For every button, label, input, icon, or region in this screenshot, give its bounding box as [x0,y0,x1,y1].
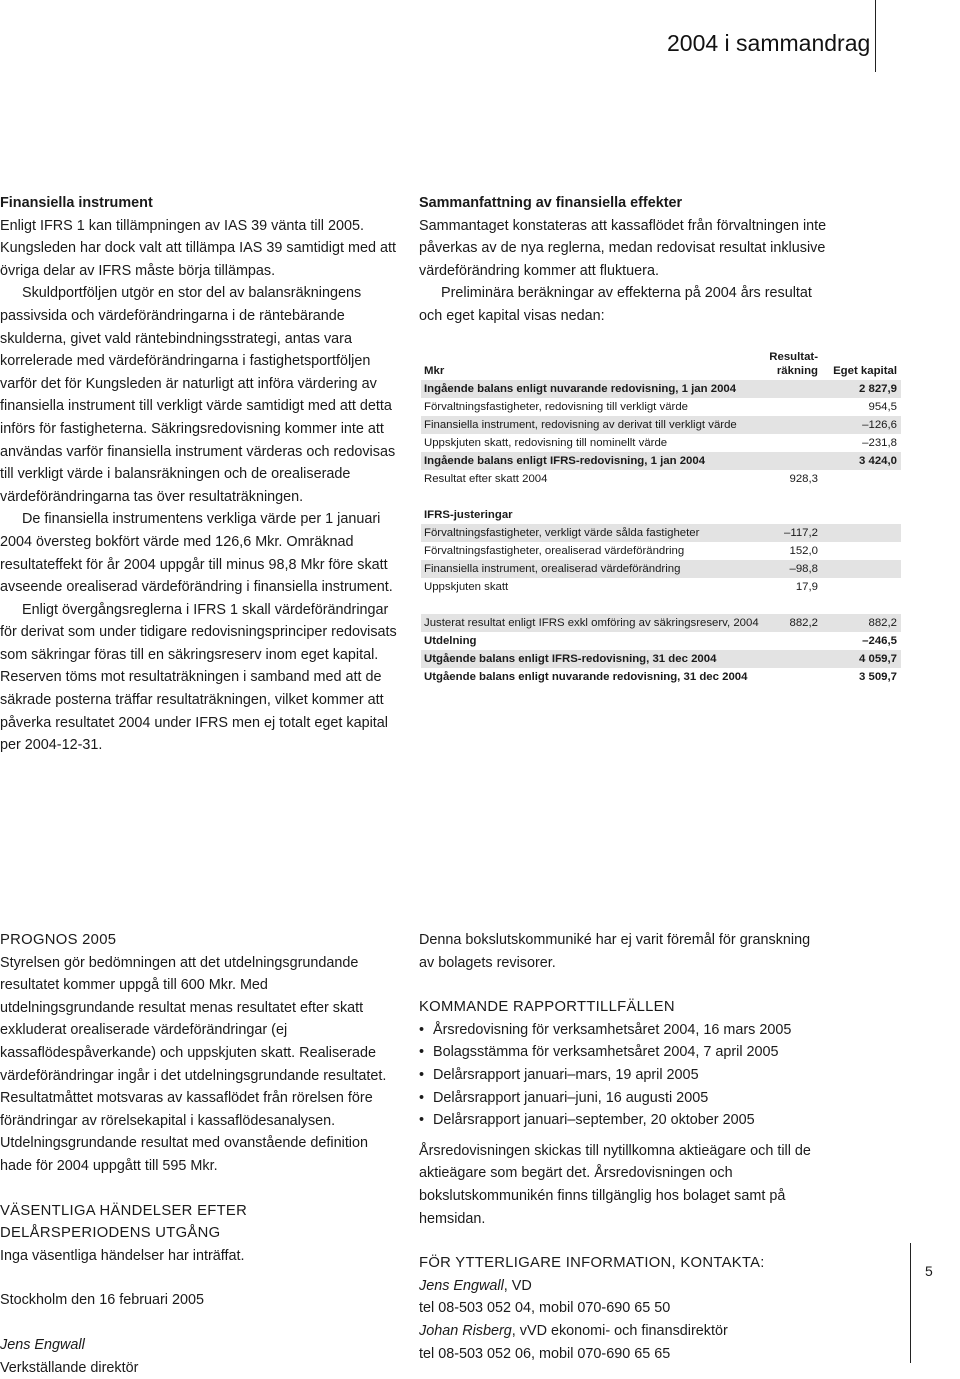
report-dates-list [419,1019,819,1132]
table-row: Utgående balans enligt nuvarande redovisning, 31 dec 2004 3 509,7 [421,668,901,686]
table-row: Finansiella instrument, orealiserad värdeförändring –98,8 [421,560,901,578]
paragraph: Denna bokslutskommuniké har ej varit föremål för granskning av bolagets revisorer. [419,929,819,974]
section-heading: KOMMANDE RAPPORTTILLFÄLLEN [419,996,819,1019]
info-section [419,929,819,1365]
page-title: 2004 i sammandrag [667,30,870,57]
table-row: Resultat efter skatt 2004 928,3 [421,470,901,488]
section-heading: FÖR YTTERLIGARE INFORMATION, KONTAKTA: [419,1252,819,1275]
bottom-right-rule [910,1243,911,1363]
list-item: • Årsredovisning för verksamhetsåret 2004, 16 mars 2005 [419,1019,819,1042]
table-row: Utdelning –246,5 [421,632,901,650]
section-heading: Sammanfattning av finansiella effekter [419,192,839,215]
table-row: Ingående balans enligt IFRS-redovisning, 1 jan 2004 3 424,0 [421,452,901,470]
financial-effects-summary [419,192,839,328]
table-spacer [421,596,901,614]
paragraph: Årsredovisningen skickas till nytillkomna aktieägare och till de aktieägare som begärt det. Årsredovisningen och bokslutskommunikén finns tillgänglig hos bolaget samt på hemsidan. [419,1140,819,1230]
effects-table [421,348,901,686]
table-row: Förvaltningsfastigheter, redovisning till verkligt värde 954,5 [421,398,901,416]
paragraph: Skuldportföljen utgör en stor del av balansräkningens passivsida och värdeförändringarna i de räntebärande skulderna, givet vald räntebindningsstrategi, antas vara korrelerade med värdeförändringarna i fastighetsportföljen varför det för Kungsleden är naturligt att införa värdering av finansiella instrument till verkligt värde samtidigt med att detta införs för fastigheterna. Säkringsredovisning kommer inte att användas varför finansiella instrument värderas och redovisas till verkligt värde i balansräkningen och de orealiserade värdeförändringarna tas över resultaträkningen. [0,282,400,508]
table-row: Förvaltningsfastigheter, orealiserad värdeförändring 152,0 [421,542,901,560]
page-number: 5 [925,1263,933,1279]
table-row: Uppskjuten skatt, redovisning till nominellt värde –231,8 [421,434,901,452]
signatory-name: Jens Engwall [0,1334,400,1357]
paragraph: Styrelsen gör bedömningen att det utdelningsgrundande resultatet kommer uppgå till 600 Mkr. Med utdelningsgrundande resultat menas resultatet efter skatt exkluderat orealiserade värdeförändringar (ej kassaflödespåverkande) och uppskjuten skatt. Realiserade värdeförändringar ingår i det utdelningsgrundande resultatet. Resultatmåttet motsvaras av kassaflödet från rörelsen före förändringar av rörelsekapital i kassaflödesanalysen. Utdelningsgrundande resultat med ovanstående definition hade för 2004 uppgått till 595 Mkr. [0,952,400,1178]
list-item: • Delårsrapport januari–mars, 19 april 2005 [419,1064,819,1087]
section-heading: Finansiella instrument [0,192,400,215]
contact-line: Jens Engwall, VD [419,1275,819,1298]
contact-phone: tel 08-503 052 06, mobil 070-690 65 65 [419,1343,819,1366]
paragraph: Enligt övergångsreglerna i IFRS 1 skall värdeförändringar för derivat som under tidigare redovisningsprinciper redovisats som säkringar föras till en säkringsreserv inom eget kapital. Reserven töms mot resultaträkningen i samband med att de säkrade posterna träffar resultaträkningen, vilket kommer att påverka resultatet 2004 under IFRS men ej totalt eget kapital per 2004-12-31. [0,599,400,757]
column-header-resultatrakning: Resultat- räkning [769,350,818,378]
table-row: Justerat resultat enligt IFRS exkl omföring av säkringsreserv, 2004 882,2 882,2 [421,614,901,632]
table-row: Finansiella instrument, redovisning av derivat till verkligt värde –126,6 [421,416,901,434]
table-row: Uppskjuten skatt 17,9 [421,578,901,596]
section-heading: PROGNOS 2005 [0,929,400,952]
paragraph: Sammantaget konstateras att kassaflödet från förvaltningen inte påverkas av de nya reglerna, medan redovisat resultat inklusive värdeförändring kommer att fluktuera. [419,215,839,283]
table-row: IFRS-justeringar [421,506,901,524]
place-date: Stockholm den 16 februari 2005 [0,1289,400,1312]
table-spacer [421,488,901,506]
contact-phone: tel 08-503 052 04, mobil 070-690 65 50 [419,1297,819,1320]
paragraph: Enligt IFRS 1 kan tillämpningen av IAS 39 vänta till 2005. Kungsleden har dock valt att tillämpa IAS 39 samtidigt med att övriga delar av IFRS måste börja tillämpas. [0,215,400,283]
paragraph: Preliminära beräkningar av effekterna på 2004 års resultat och eget kapital visas nedan: [419,282,839,327]
paragraph: De finansiella instrumentens verkliga värde per 1 januari 2004 översteg bokfört värde med 126,6 Mkr. Omräknad resultateffekt för år 2004 uppgår till minus 98,8 Mkr före skatt avseende orealiserad värdeförändring i finansiella instrument. [0,508,400,598]
column-header-eget-kapital: Eget kapital [833,364,897,378]
table-header [421,348,901,380]
signatory-role: Verkställande direktör [0,1357,400,1379]
contact-line: Johan Risberg, vVD ekonomi- och finansdirektör [419,1320,819,1343]
column-header-mkr: Mkr [424,364,444,378]
table-row: Förvaltningsfastigheter, verkligt värde sålda fastigheter –117,2 [421,524,901,542]
list-item: • Delårsrapport januari–juni, 16 augusti 2005 [419,1087,819,1110]
paragraph: Inga väsentliga händelser har inträffat. [0,1245,400,1268]
list-item: • Delårsrapport januari–september, 20 oktober 2005 [419,1109,819,1132]
prognosis-section [0,929,400,1379]
table-row: Utgående balans enligt IFRS-redovisning, 31 dec 2004 4 059,7 [421,650,901,668]
top-right-rule [875,0,876,72]
table-row: Ingående balans enligt nuvarande redovisning, 1 jan 2004 2 827,9 [421,380,901,398]
section-heading: VÄSENTLIGA HÄNDELSER EFTER DELÅRSPERIODENS UTGÅNG [0,1200,400,1245]
list-item: • Bolagsstämma för verksamhetsåret 2004, 7 april 2005 [419,1041,819,1064]
financial-instruments-section [0,192,400,757]
